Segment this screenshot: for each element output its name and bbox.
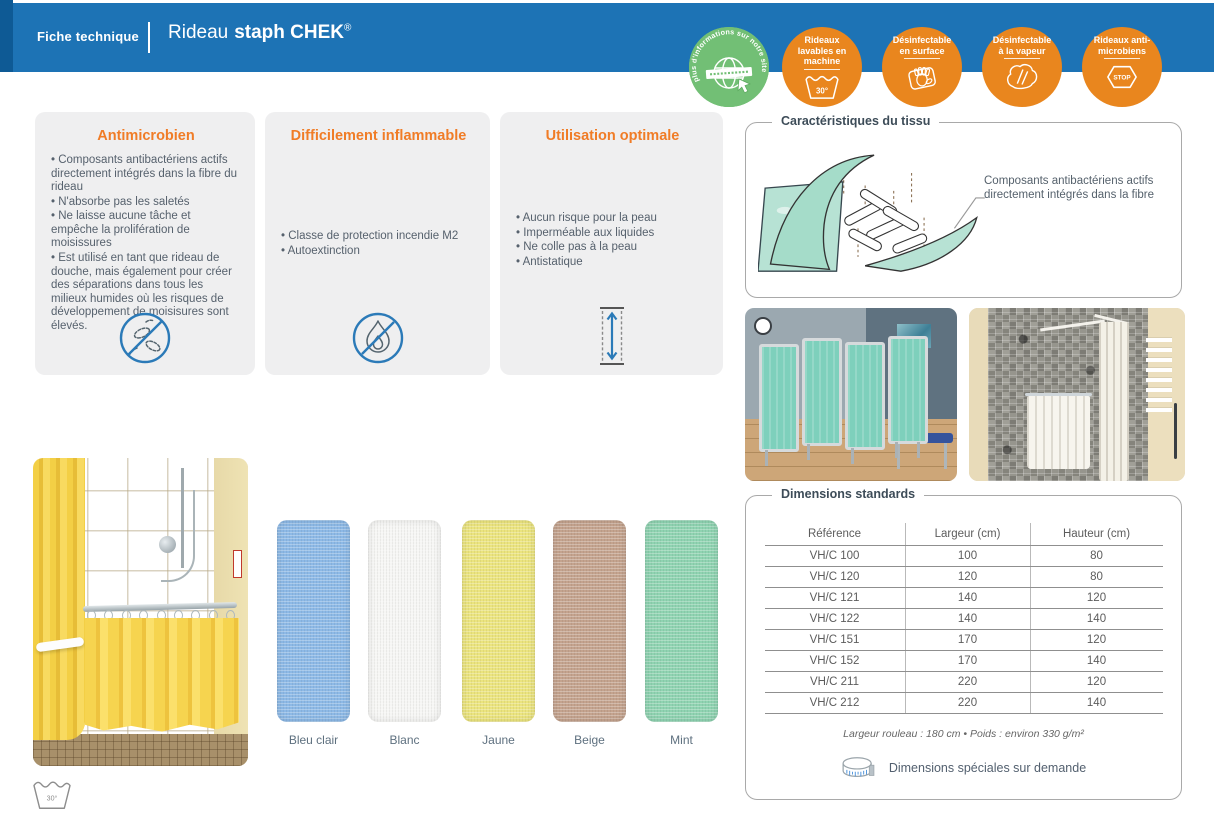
cell-width: 220	[905, 672, 1030, 693]
feature-bullet: • Composants antibactériens actifs directement intégrés dans la fibre du rideau	[51, 154, 241, 195]
side-wall	[969, 308, 988, 481]
badge-rule	[904, 58, 940, 59]
swatch-jaune	[462, 520, 535, 747]
panel-leg	[895, 442, 898, 458]
steam-cloud-icon	[1003, 61, 1041, 93]
card-title: Antimicrobien	[97, 128, 195, 144]
feature-bullet: • Antistatique	[516, 256, 709, 270]
grab-handle	[1174, 403, 1177, 458]
card-antimicrobial	[35, 112, 255, 375]
website-info-badge[interactable]	[689, 27, 769, 107]
svg-text:30°: 30°	[46, 794, 58, 803]
cell-height: 120	[1030, 588, 1163, 609]
dimensions-panel-title: Dimensions standards	[772, 487, 924, 501]
badge-rule	[804, 69, 840, 70]
cell-width: 100	[905, 546, 1030, 567]
cell-reference: VH/C 152	[765, 651, 906, 672]
divider-panel	[802, 338, 842, 446]
swatch-blanc	[368, 520, 441, 747]
feature-bullet: • Classe de protection incendie M2	[281, 230, 476, 244]
badge-steam-disinfectable	[982, 27, 1062, 107]
wall-fixture	[233, 550, 242, 578]
globe-website-icon	[689, 27, 769, 107]
wash-tub-30-icon	[803, 72, 841, 100]
towel-radiator	[1146, 332, 1172, 412]
photo-room-divider	[745, 308, 957, 481]
cell-reference: VH/C 121	[765, 588, 906, 609]
shower-mixer	[159, 536, 176, 553]
spacer	[516, 154, 709, 212]
feature-bullet: • Ne colle pas à la peau	[516, 241, 709, 255]
cell-reference: VH/C 211	[765, 672, 906, 693]
spacer	[281, 154, 476, 230]
feature-bullet: • Ne laisse aucune tâche et empêche la prolifération de moisissures	[51, 210, 241, 251]
card-flame-retardant	[265, 112, 490, 375]
cell-width: 170	[905, 651, 1030, 672]
feature-bullet: • Aucun risque pour la peau	[516, 212, 709, 226]
panel-leg	[851, 448, 854, 464]
table-row	[765, 588, 1163, 609]
swatch-label: Mint	[670, 733, 693, 747]
photo-mosaic-shower	[969, 308, 1185, 481]
badge-rule	[1004, 58, 1040, 59]
badge-label: Rideaux lavables en machine	[797, 35, 847, 67]
registered-mark: ®	[344, 22, 352, 34]
swatch-beige	[553, 520, 626, 747]
badge-label: Désinfectable en surface	[892, 35, 952, 56]
divider-panel	[759, 344, 799, 452]
feature-bullet: • N'absorbe pas les saletés	[51, 196, 241, 210]
divider-panel	[888, 336, 928, 444]
special-dimensions-label: Dimensions spéciales sur demande	[888, 761, 1087, 775]
col-header-height: Hauteur (cm)	[1030, 523, 1163, 546]
cell-height: 120	[1030, 630, 1163, 651]
swatch-mint	[645, 520, 718, 747]
stop-sign-icon	[1103, 61, 1141, 93]
cell-height: 140	[1030, 609, 1163, 630]
fabric-swatch-chip	[645, 520, 718, 722]
panel-leg	[807, 444, 810, 460]
badge-rule	[1104, 58, 1140, 59]
dimensions-panel	[745, 487, 1182, 800]
card-optimal-use	[500, 112, 723, 375]
shower-curtain	[1099, 322, 1129, 481]
fabric-panel	[745, 114, 1182, 298]
cell-width: 120	[905, 567, 1030, 588]
table-row	[765, 693, 1163, 714]
vertical-stretch-icon	[599, 306, 625, 366]
special-dimensions-row	[746, 754, 1181, 782]
card-title: Difficilement inflammable	[290, 128, 467, 144]
col-header-width: Largeur (cm)	[905, 523, 1030, 546]
wash-30-care-icon	[30, 777, 74, 813]
table-row	[765, 609, 1163, 630]
photo-yellow-curtain	[33, 458, 248, 766]
table-header-row	[765, 523, 1163, 546]
no-bacteria-icon	[117, 310, 173, 366]
cell-height: 140	[1030, 693, 1163, 714]
fabric-swatch-chip	[368, 520, 441, 722]
badge-surface-disinfectable	[882, 27, 962, 107]
badge-machine-washable	[782, 27, 862, 107]
cell-height: 120	[1030, 672, 1163, 693]
swatch-label: Jaune	[482, 733, 515, 747]
table-row	[765, 567, 1163, 588]
badge-label: Désinfectable à la vapeur	[992, 35, 1052, 56]
cell-reference: VH/C 122	[765, 609, 906, 630]
feature-bullet: • Autoextinction	[281, 245, 476, 259]
fabric-swatch-chip	[462, 520, 535, 722]
badge-label: Rideaux anti-microbiens	[1093, 35, 1151, 56]
fabric-weave-illustration	[758, 139, 1008, 273]
no-flame-icon	[350, 310, 406, 366]
swatch-label: Beige	[574, 733, 605, 747]
swatch-label: Blanc	[389, 733, 420, 747]
cell-reference: VH/C 212	[765, 693, 906, 714]
yellow-curtain-half	[85, 618, 239, 734]
svg-text:plus d'informations sur notre: plus d'informations sur notre site	[689, 27, 769, 84]
cell-height: 80	[1030, 567, 1163, 588]
roll-width-weight-note: Largeur rouleau : 180 cm • Poids : environ 330 g/m²	[843, 728, 1084, 740]
header-left-stripe	[0, 0, 13, 72]
fabric-panel-title: Caractéristiques du tissu	[772, 114, 939, 128]
wall-clock	[754, 317, 772, 335]
cell-reference: VH/C 120	[765, 567, 906, 588]
svg-text:30°: 30°	[816, 86, 828, 96]
table-row	[765, 546, 1163, 567]
shower-curtain	[1027, 396, 1090, 469]
doc-type-label: Fiche technique	[37, 29, 139, 44]
col-header-reference: Référence	[765, 523, 906, 546]
panel-leg	[765, 450, 768, 466]
dimensions-table	[765, 523, 1163, 714]
page-title	[168, 22, 351, 44]
hand-wipe-icon	[903, 61, 941, 93]
table-row	[765, 630, 1163, 651]
divider-panel	[845, 342, 885, 450]
cell-width: 170	[905, 630, 1030, 651]
cell-height: 140	[1030, 651, 1163, 672]
product-name-light: Rideau	[168, 22, 229, 43]
cell-reference: VH/C 151	[765, 630, 906, 651]
fabric-annotation: Composants antibactériens actifs directement intégrés dans la fibre	[984, 175, 1155, 201]
cell-width: 140	[905, 588, 1030, 609]
svg-text:STOP: STOP	[1113, 74, 1131, 82]
feature-bullet: • Imperméable aux liquides	[516, 227, 709, 241]
yellow-curtain-tall	[33, 458, 85, 740]
cell-width: 140	[905, 609, 1030, 630]
table-row	[765, 672, 1163, 693]
cell-reference: VH/C 100	[765, 546, 906, 567]
cell-height: 80	[1030, 546, 1163, 567]
feature-bullet: • Est utilisé en tant que rideau de douche, mais également pour créer des séparations dans tous les milieux humides où les risques de développement de moisisures sont élevés.	[51, 252, 241, 333]
table-row	[765, 651, 1163, 672]
fabric-swatch-chip	[553, 520, 626, 722]
panel-leg	[917, 442, 920, 458]
swatch-label: Bleu clair	[288, 733, 339, 747]
swatch-bleu-clair	[277, 520, 350, 747]
product-name-bold: staph CHEK	[234, 22, 345, 43]
header-divider	[148, 22, 150, 53]
card-title: Utilisation optimale	[545, 128, 680, 144]
badge-anti-microbial	[1082, 27, 1162, 107]
cell-width: 220	[905, 693, 1030, 714]
fabric-swatch-chip	[277, 520, 350, 722]
tape-measure-icon	[841, 754, 877, 782]
